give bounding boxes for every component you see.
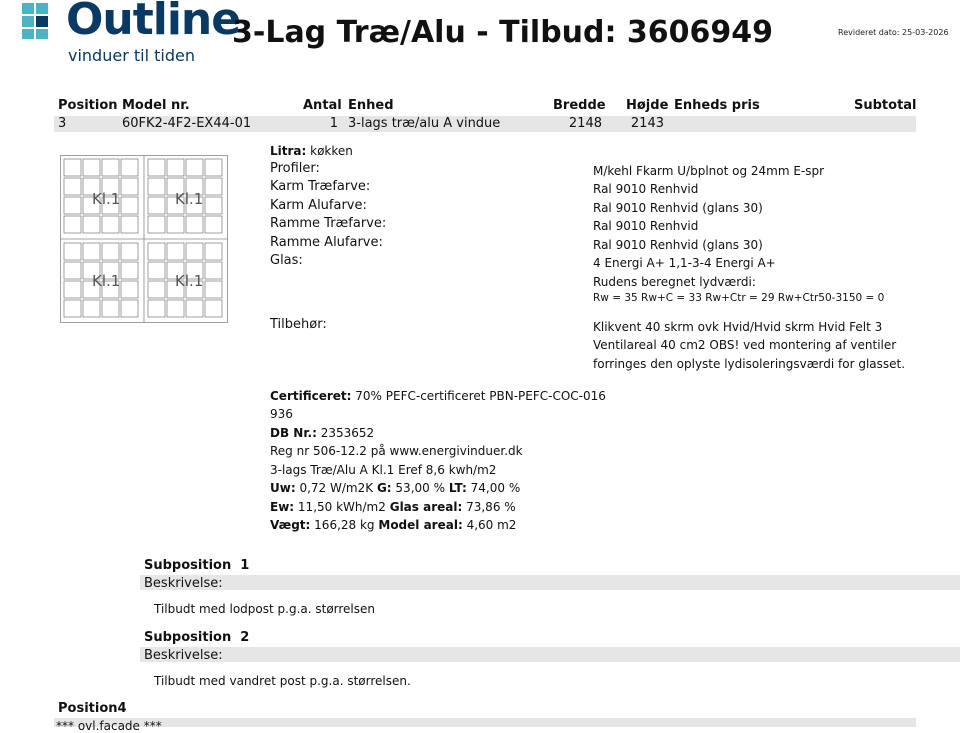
next-position-label: Position4 [58,701,127,716]
logo-wordmark: Outline [66,0,241,45]
col-header-antal: Antal [303,98,342,113]
document-title: 3-Lag Træ/Alu - Tilbud: 3606949 [232,15,774,50]
col-header-bredde: Bredde [553,98,606,113]
glas-value: 4 Energi A+ 1,1-3-4 Energi A+ [593,256,776,270]
pane-label-top-right: Kl.1 [175,190,204,208]
litra [270,144,353,158]
ramme-alufarve-label: Ramme Alufarve: [270,235,383,250]
profiler-value: M/kehl Fkarm U/bplnot og 24mm E-spr [593,164,825,178]
cell-position: 3 [58,116,67,131]
ramme-traefarve-value: Ral 9010 Renhvid [593,219,699,233]
cell-hojde: 2143 [630,116,664,131]
subposition-1-desc-label: Beskrivelse: [144,576,223,591]
glas-sound-values: Rw = 35 Rw+C = 33 Rw+Ctr = 29 Rw+Ctr50-3150 = 0 [593,292,885,304]
glas-sound-title: Rudens beregnet lydværdi: [593,275,756,289]
col-header-enhedspris: Enheds pris [674,98,760,113]
pane-label-bottom-left: Kl.1 [92,272,121,290]
cert-line-cont: 936 [270,407,293,421]
subposition-1-text: Tilbudt med lodpost p.g.a. størrelsen [154,602,376,616]
col-header-model: Model nr. [122,98,190,113]
cell-antal: 1 [329,116,338,131]
litra-label: Litra: [270,144,307,158]
cert-line: Certificeret: 70% PEFC-certificeret PBN-PEFC-COC-016 [270,389,606,403]
pane-label-bottom-right: Kl.1 [175,272,204,290]
tilbehor-label: Tilbehør: [270,317,327,332]
tilbehor-line-1: Klikvent 40 skrm ovk Hvid/Hvid skrm Hvid Felt 3 [593,320,883,334]
db-number: DB Nr.: 2353652 [270,426,375,440]
cell-bredde: 2148 [568,116,602,131]
subposition-2-text: Tilbudt med vandret post p.g.a. størrelsen. [154,674,411,688]
ramme-alufarve-value: Ral 9010 Renhvid (glans 30) [593,238,763,252]
subposition-1-title: Subposition 1 [144,558,250,573]
next-position-note: *** ovl.facade *** [56,719,162,733]
litra-value: køkken [310,144,353,158]
karm-alufarve-label: Karm Alufarve: [270,198,367,213]
col-header-subtotal: Subtotal [854,98,917,113]
karm-traefarve-label: Karm Træfarve: [270,179,371,194]
uw-g-lt: Uw: 0,72 W/m2K G: 53,00 % LT: 74,00 % [270,481,521,495]
karm-traefarve-value: Ral 9010 Renhvid [593,182,699,196]
vaegt-modelareal: Vægt: 166,28 kg Model areal: 4,60 m2 [270,518,517,532]
next-position-row [54,718,916,727]
window-drawing [60,155,228,323]
reg-number: Reg nr 506-12.2 på www.energivinduer.dk [270,444,523,458]
col-header-position: Position [58,98,118,113]
tilbehor-line-3: forringes den oplyste lydisoleringsværdi for glasset. [593,357,906,371]
glas-label: Glas: [270,253,303,268]
karm-alufarve-value: Ral 9010 Renhvid (glans 30) [593,201,763,215]
profiler-label: Profiler: [270,161,320,176]
energy-class: 3-lags Træ/Alu A Kl.1 Eref 8,6 kwh/m2 [270,463,497,477]
subposition-1-row [140,575,960,590]
col-header-enhed: Enhed [348,98,394,113]
logo-squares-icon [22,3,62,39]
cell-model: 60FK2-4F2-EX44-01 [122,116,252,131]
col-header-hojde: Højde [626,98,669,113]
tilbehor-line-2: Ventilareal 40 cm2 OBS! ved montering af ventiler [593,338,897,352]
ramme-traefarve-label: Ramme Træfarve: [270,216,387,231]
pane-label-top-left: Kl.1 [92,190,121,208]
subposition-2-row [140,647,960,662]
subposition-2-title: Subposition 2 [144,630,250,645]
ew-glasareal: Ew: 11,50 kWh/m2 Glas areal: 73,86 % [270,500,516,514]
cell-enhed: 3-lags træ/alu A vindue [348,116,501,131]
subposition-2-desc-label: Beskrivelse: [144,648,223,663]
revised-date: Revideret dato: 25-03-2026 [838,28,949,37]
logo-tagline: vinduer til tiden [68,46,195,65]
